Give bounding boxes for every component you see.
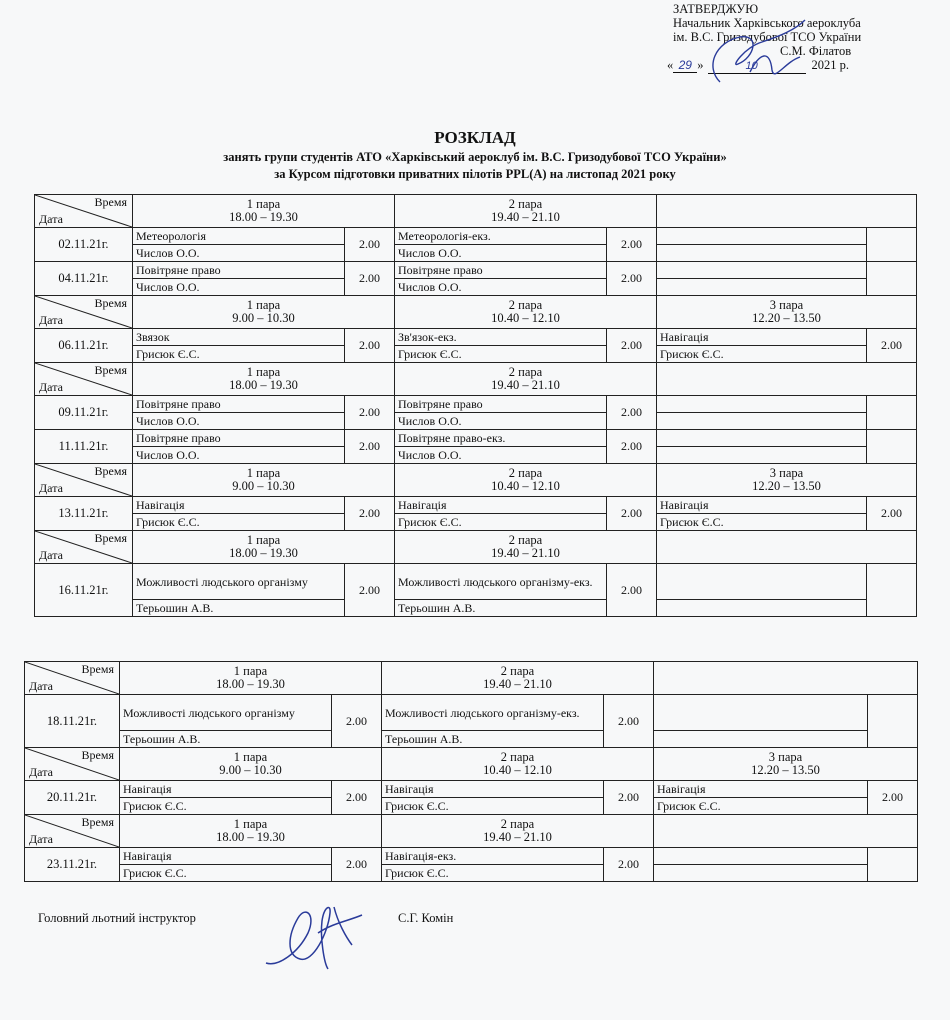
empty-cell — [657, 564, 867, 600]
pair-label: 1 пара — [246, 466, 281, 480]
table-header-row — [25, 815, 918, 848]
approval-date: « 29 » 10 2021 р. — [667, 58, 849, 72]
approval-signer: С.М. Філатов — [780, 44, 852, 58]
pair-2-header — [395, 363, 657, 396]
table-row — [35, 497, 917, 514]
row-date: 20.11.21г. — [25, 781, 120, 815]
subject-cell: Можливості людського організму-екз. — [382, 695, 604, 731]
subject-cell: Повітряне право — [395, 262, 607, 279]
empty-cell — [867, 228, 917, 262]
pair-1-header — [120, 748, 382, 781]
pair-3-header — [657, 464, 917, 497]
row-date: 04.11.21г. — [35, 262, 133, 296]
pair-1-header — [133, 531, 395, 564]
pair-3-header — [657, 296, 917, 329]
footer-name: С.Г. Комін — [398, 911, 454, 925]
empty-header — [654, 815, 918, 848]
hours-cell: 2.00 — [345, 228, 395, 262]
table-row — [35, 346, 917, 363]
hours-cell: 2.00 — [867, 497, 917, 531]
teacher-cell: Грисюк Є.С. — [133, 514, 345, 531]
hours-cell: 2.00 — [607, 564, 657, 617]
pair-3-header — [654, 748, 918, 781]
row-date: 13.11.21г. — [35, 497, 133, 531]
pair-1-header — [133, 464, 395, 497]
table-row — [35, 514, 917, 531]
teacher-cell: Грисюк Є.С. — [120, 865, 332, 882]
time-label: Время — [94, 296, 127, 310]
hours-cell: 2.00 — [607, 262, 657, 296]
table-header-row — [35, 531, 917, 564]
time-date-header — [25, 662, 120, 695]
hours-cell: 2.00 — [332, 695, 382, 748]
empty-cell — [654, 731, 868, 748]
hours-cell: 2.00 — [867, 329, 917, 363]
subject-cell: Повітряне право — [133, 396, 345, 413]
table-row — [35, 447, 917, 464]
schedule-table-1 — [34, 194, 917, 617]
pair-label: 1 пара — [246, 197, 281, 211]
hours-cell: 2.00 — [345, 262, 395, 296]
approval-position: Начальник Харківського аероклуба — [673, 16, 861, 30]
empty-cell — [657, 279, 867, 296]
subject-cell: Навігація — [654, 781, 868, 798]
date-label: Дата — [39, 548, 63, 562]
table-row — [25, 865, 918, 882]
pair-label: 1 пара — [233, 750, 268, 764]
pair-label: 1 пара — [246, 298, 281, 312]
time-date-header — [25, 815, 120, 848]
hours-cell: 2.00 — [607, 228, 657, 262]
footer-position: Головний льотний інструктор — [38, 911, 196, 925]
hours-cell: 2.00 — [604, 848, 654, 882]
subject-cell: Навігація — [133, 497, 345, 514]
instructor-signature — [258, 893, 368, 973]
pair-label: 1 пара — [233, 664, 268, 678]
subject-cell: Повітряне право — [133, 262, 345, 279]
pair-time: 9.00 – 10.30 — [232, 311, 295, 325]
empty-header — [657, 195, 917, 228]
time-label: Время — [94, 195, 127, 209]
pair-label: 2 пара — [500, 750, 535, 764]
pair-2-header — [382, 662, 654, 695]
pair-label: 1 пара — [233, 817, 268, 831]
pair-time: 9.00 – 10.30 — [219, 763, 282, 777]
empty-header — [657, 531, 917, 564]
table-row — [35, 245, 917, 262]
teacher-cell: Грисюк Є.С. — [395, 346, 607, 363]
time-date-header — [35, 531, 133, 564]
teacher-cell: Числов О.О. — [395, 447, 607, 464]
row-date: 06.11.21г. — [35, 329, 133, 363]
empty-cell — [657, 600, 867, 617]
document-title: РОЗКЛАД — [434, 128, 516, 147]
pair-time: 10.40 – 12.10 — [491, 479, 560, 493]
pair-label: 2 пара — [508, 365, 543, 379]
row-date: 16.11.21г. — [35, 564, 133, 617]
time-label: Время — [81, 748, 114, 762]
pair-1-header — [120, 662, 382, 695]
document-subtitle-1: занять групи студентів АТО «Харківський аероклуб ім. В.С. Гризодубової ТСО України» — [223, 150, 727, 164]
pair-time: 19.40 – 21.10 — [483, 830, 552, 844]
table-header-row — [35, 296, 917, 329]
time-label: Время — [94, 531, 127, 545]
time-label: Время — [81, 662, 114, 676]
pair-time: 12.20 – 13.50 — [752, 479, 821, 493]
pair-2-header — [382, 748, 654, 781]
pair-2-header — [382, 815, 654, 848]
hours-cell: 2.00 — [868, 781, 918, 815]
teacher-cell: Грисюк Є.С. — [654, 798, 868, 815]
pair-label: 1 пара — [246, 365, 281, 379]
teacher-cell: Терьошин А.В. — [395, 600, 607, 617]
pair-label: 2 пара — [508, 533, 543, 547]
pair-time: 18.00 – 19.30 — [229, 210, 298, 224]
date-label: Дата — [29, 679, 53, 693]
table-row — [35, 396, 917, 413]
approval-month: 10 — [745, 60, 758, 72]
subject-cell: Повітряне право — [133, 430, 345, 447]
pair-label: 2 пара — [500, 817, 535, 831]
hours-cell: 2.00 — [604, 781, 654, 815]
hours-cell: 2.00 — [345, 497, 395, 531]
empty-cell — [867, 396, 917, 430]
teacher-cell: Грисюк Є.С. — [120, 798, 332, 815]
teacher-cell: Числов О.О. — [133, 245, 345, 262]
subject-cell: Можливості людського організму — [120, 695, 332, 731]
document-subtitle-2: за Курсом підготовки приватних пілотів PPL(A) на листопад 2021 року — [274, 167, 676, 181]
table-header-row — [25, 662, 918, 695]
subject-cell: Навігація — [382, 781, 604, 798]
empty-cell — [657, 413, 867, 430]
row-date: 18.11.21г. — [25, 695, 120, 748]
empty-cell — [654, 848, 868, 865]
pair-2-header — [395, 195, 657, 228]
table-row — [35, 279, 917, 296]
pair-1-header — [133, 195, 395, 228]
date-label: Дата — [39, 212, 63, 226]
time-date-header — [35, 195, 133, 228]
hours-cell: 2.00 — [607, 430, 657, 464]
hours-cell: 2.00 — [607, 329, 657, 363]
teacher-cell: Числов О.О. — [133, 413, 345, 430]
table-header-row — [35, 195, 917, 228]
date-label: Дата — [29, 832, 53, 846]
subject-cell: Навігація — [120, 848, 332, 865]
subject-cell: Навігація — [120, 781, 332, 798]
time-label: Время — [94, 363, 127, 377]
pair-2-header — [395, 464, 657, 497]
subject-cell: Навігація — [395, 497, 607, 514]
table-row — [35, 600, 917, 617]
table-row — [35, 262, 917, 279]
pair-time: 12.20 – 13.50 — [751, 763, 820, 777]
pair-1-header — [133, 363, 395, 396]
time-date-header — [25, 748, 120, 781]
empty-header — [654, 662, 918, 695]
hours-cell: 2.00 — [345, 564, 395, 617]
hours-cell: 2.00 — [345, 329, 395, 363]
subject-cell: Можливості людського організму-екз. — [395, 564, 607, 600]
table-row — [35, 329, 917, 346]
hours-cell: 2.00 — [607, 497, 657, 531]
pair-2-header — [395, 296, 657, 329]
empty-header — [657, 363, 917, 396]
pair-time: 10.40 – 12.10 — [491, 311, 560, 325]
teacher-cell: Грисюк Є.С. — [382, 798, 604, 815]
teacher-cell: Грисюк Є.С. — [395, 514, 607, 531]
hours-cell: 2.00 — [332, 848, 382, 882]
pair-time: 19.40 – 21.10 — [491, 546, 560, 560]
empty-cell — [657, 228, 867, 245]
teacher-cell: Грисюк Є.С. — [657, 346, 867, 363]
table-row — [25, 848, 918, 865]
pair-2-header — [395, 531, 657, 564]
pair-time: 19.40 – 21.10 — [491, 378, 560, 392]
empty-cell — [657, 430, 867, 447]
table-row — [35, 430, 917, 447]
empty-cell — [657, 447, 867, 464]
date-label: Дата — [39, 380, 63, 394]
empty-cell — [654, 865, 868, 882]
pair-label: 3 пара — [769, 298, 804, 312]
subject-cell: Метеорологія — [133, 228, 345, 245]
empty-cell — [867, 262, 917, 296]
pair-label: 1 пара — [246, 533, 281, 547]
pair-time: 18.00 – 19.30 — [216, 830, 285, 844]
teacher-cell: Числов О.О. — [133, 447, 345, 464]
row-date: 09.11.21г. — [35, 396, 133, 430]
table-row — [35, 564, 917, 600]
table-row — [35, 413, 917, 430]
pair-time: 9.00 – 10.30 — [232, 479, 295, 493]
time-date-header — [35, 296, 133, 329]
time-date-header — [35, 363, 133, 396]
hours-cell: 2.00 — [345, 430, 395, 464]
date-label: Дата — [39, 481, 63, 495]
pair-time: 18.00 – 19.30 — [216, 677, 285, 691]
table-row — [35, 228, 917, 245]
row-date: 23.11.21г. — [25, 848, 120, 882]
date-label: Дата — [39, 313, 63, 327]
subject-cell: Метеорологія-екз. — [395, 228, 607, 245]
hours-cell: 2.00 — [607, 396, 657, 430]
pair-label: 3 пара — [768, 750, 803, 764]
subject-cell: Повітряне право — [395, 396, 607, 413]
table-row — [25, 781, 918, 798]
pair-time: 18.00 – 19.30 — [229, 546, 298, 560]
pair-label: 2 пара — [500, 664, 535, 678]
teacher-cell: Числов О.О. — [395, 413, 607, 430]
empty-cell — [657, 396, 867, 413]
table-header-row — [35, 363, 917, 396]
pair-time: 19.40 – 21.10 — [491, 210, 560, 224]
approval-organization: ім. В.С. Гризодубової ТСО України — [673, 30, 862, 44]
empty-cell — [868, 848, 918, 882]
empty-cell — [657, 245, 867, 262]
table-row — [25, 695, 918, 731]
time-label: Время — [81, 815, 114, 829]
time-label: Время — [94, 464, 127, 478]
teacher-cell: Терьошин А.В. — [120, 731, 332, 748]
approval-day: 29 — [673, 58, 697, 73]
pair-1-header — [133, 296, 395, 329]
subject-cell: Навігація — [657, 329, 867, 346]
approval-title: ЗАТВЕРДЖУЮ — [673, 2, 759, 16]
empty-cell — [654, 695, 868, 731]
schedule-table-2 — [24, 661, 918, 882]
pair-time: 10.40 – 12.10 — [483, 763, 552, 777]
empty-cell — [867, 564, 917, 617]
empty-cell — [657, 262, 867, 279]
pair-label: 2 пара — [508, 466, 543, 480]
teacher-cell: Числов О.О. — [395, 245, 607, 262]
teacher-cell: Грисюк Є.С. — [133, 346, 345, 363]
teacher-cell: Грисюк Є.С. — [382, 865, 604, 882]
row-date: 11.11.21г. — [35, 430, 133, 464]
pair-label: 2 пара — [508, 298, 543, 312]
pair-time: 18.00 – 19.30 — [229, 378, 298, 392]
subject-cell: Повітряне право-екз. — [395, 430, 607, 447]
subject-cell: Звязок — [133, 329, 345, 346]
pair-label: 3 пара — [769, 466, 804, 480]
pair-time: 19.40 – 21.10 — [483, 677, 552, 691]
teacher-cell: Терьошин А.В. — [382, 731, 604, 748]
hours-cell: 2.00 — [345, 396, 395, 430]
pair-label: 2 пара — [508, 197, 543, 211]
teacher-cell: Числов О.О. — [133, 279, 345, 296]
hours-cell: 2.00 — [604, 695, 654, 748]
teacher-cell: Терьошин А.В. — [133, 600, 345, 617]
table-header-row — [35, 464, 917, 497]
row-date: 02.11.21г. — [35, 228, 133, 262]
teacher-cell: Числов О.О. — [395, 279, 607, 296]
subject-cell: Навігація-екз. — [382, 848, 604, 865]
empty-cell — [868, 695, 918, 748]
approval-year: 2021 р. — [811, 58, 849, 72]
subject-cell: Зв'язок-екз. — [395, 329, 607, 346]
table-header-row — [25, 748, 918, 781]
time-date-header — [35, 464, 133, 497]
table-row — [25, 798, 918, 815]
table-row — [25, 731, 918, 748]
date-label: Дата — [29, 765, 53, 779]
subject-cell: Навігація — [657, 497, 867, 514]
subject-cell: Можливості людського організму — [133, 564, 345, 600]
hours-cell: 2.00 — [332, 781, 382, 815]
pair-time: 12.20 – 13.50 — [752, 311, 821, 325]
approval-signature — [700, 12, 810, 90]
empty-cell — [867, 430, 917, 464]
teacher-cell: Грисюк Є.С. — [657, 514, 867, 531]
pair-1-header — [120, 815, 382, 848]
